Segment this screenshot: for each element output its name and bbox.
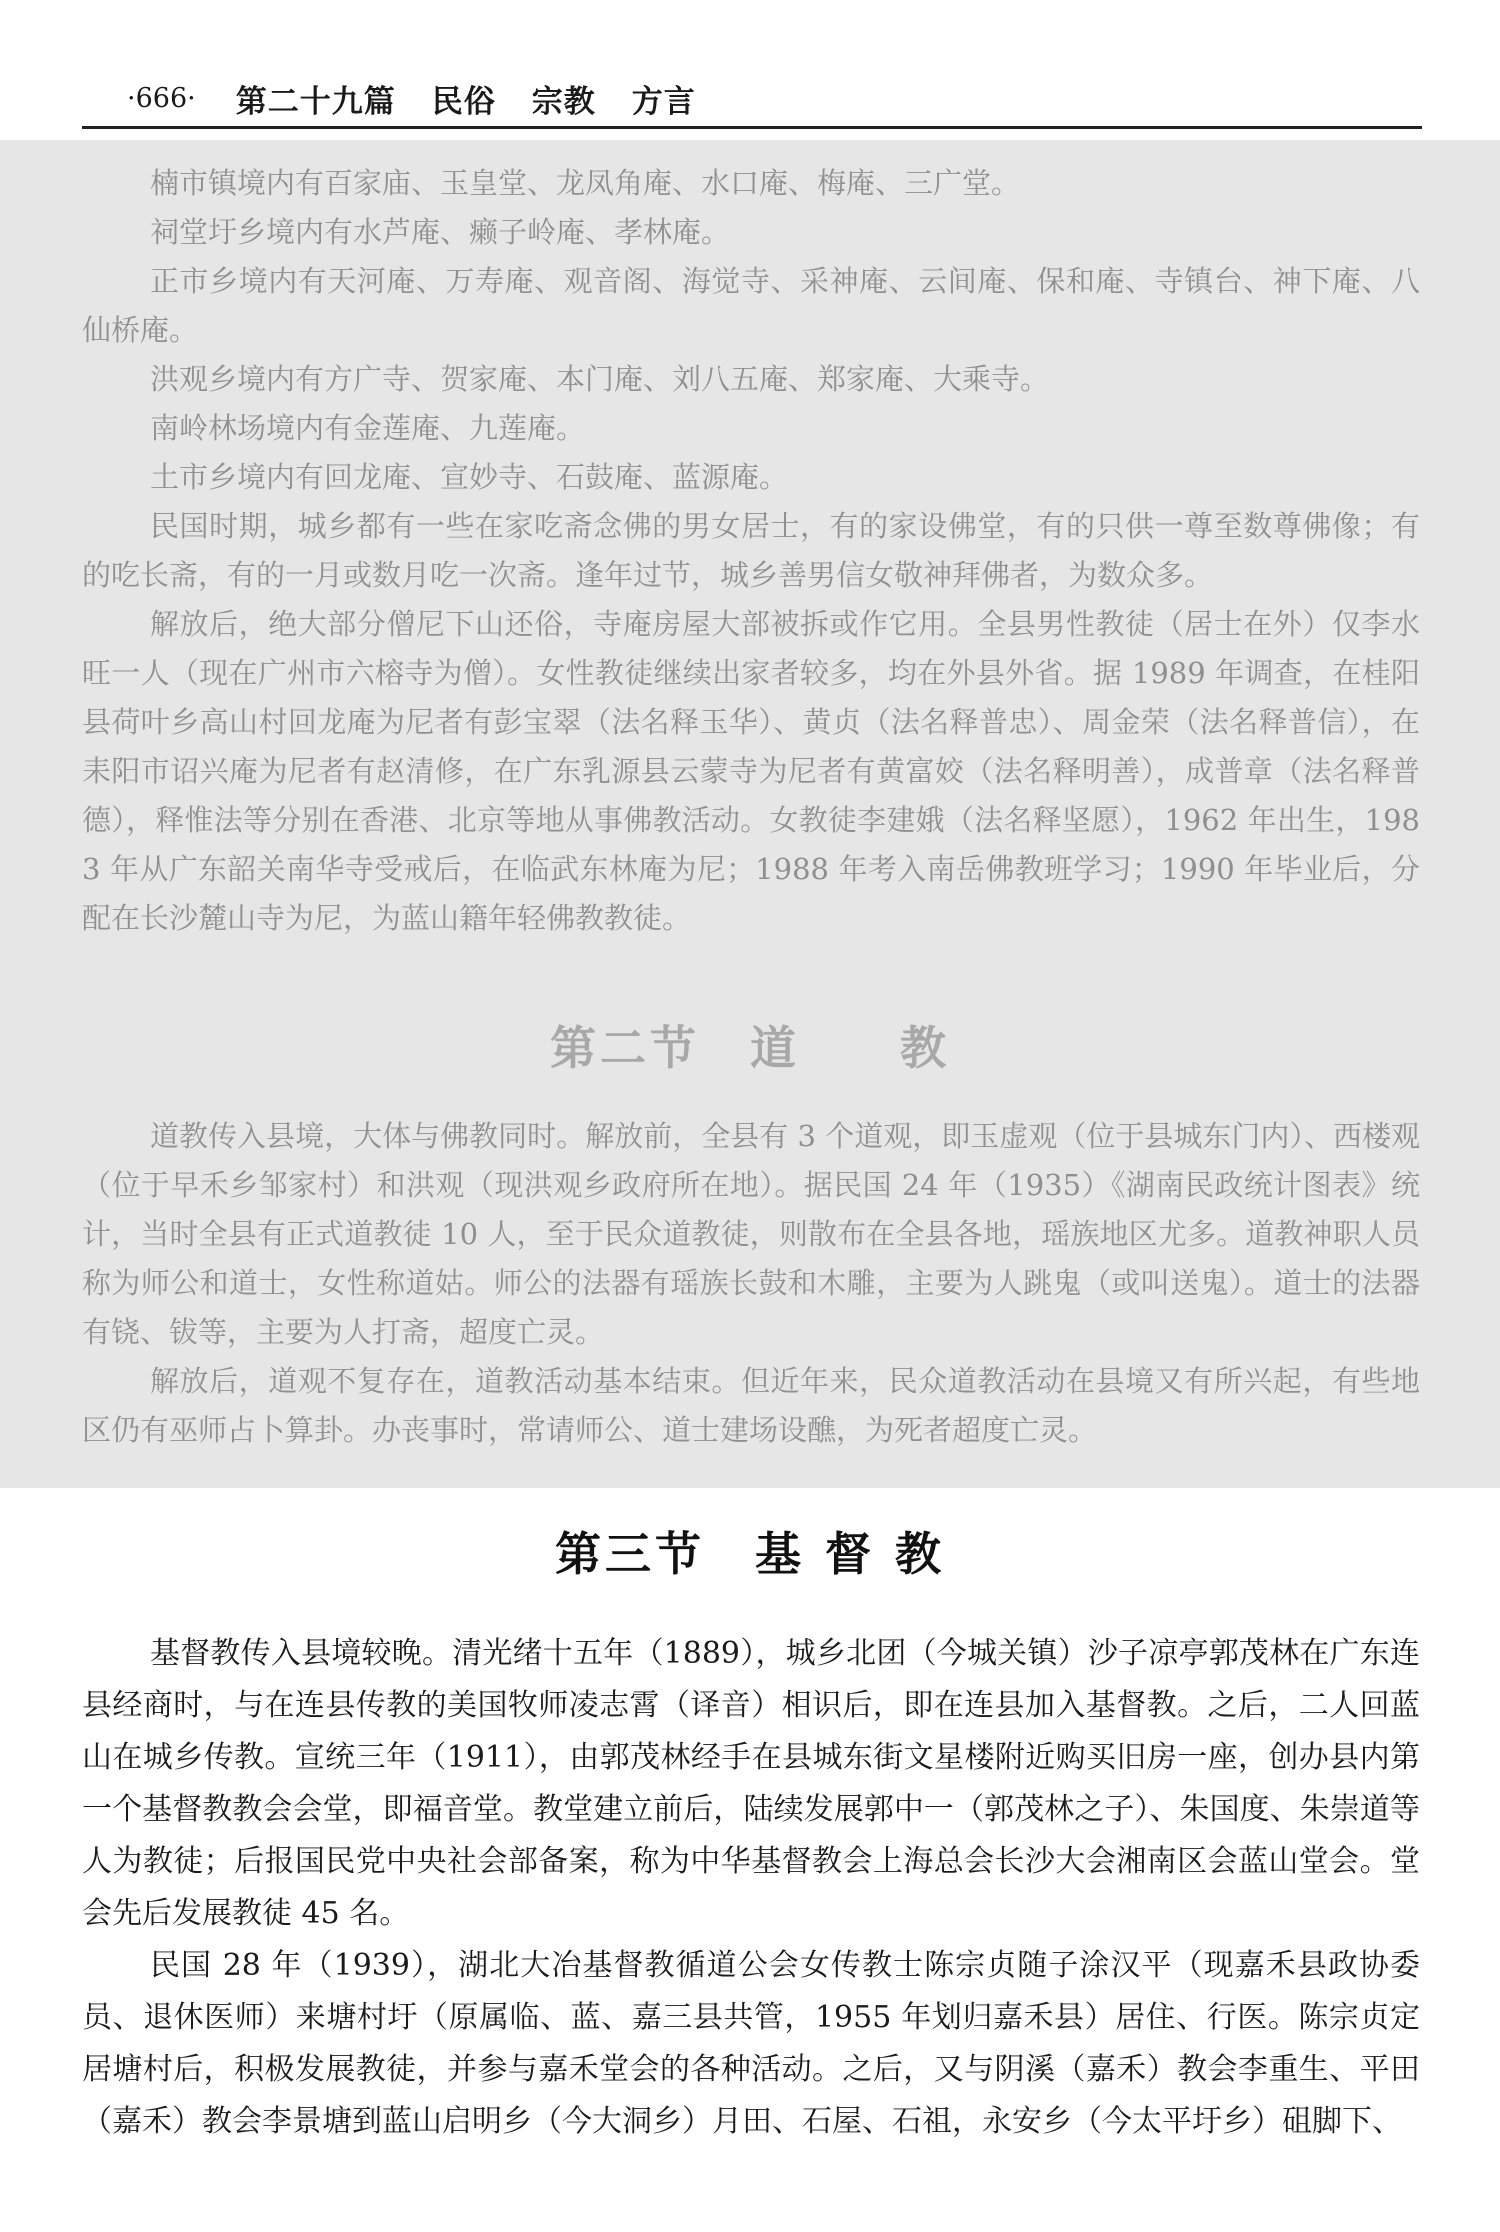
paragraph: 基督教传入县境较晚。清光绪十五年（1889），城乡北团（今城关镇）沙子凉亭郭茂林在广东连县经商时，与在连县传教的美国牧师凌志霄（译音）相识后，即在连县加入基督教。之后，二人回蓝山在城乡传教。宣统三年（1911），由郭茂林经手在县城东街文星楼附近购买旧房一座，创办县内第一个基督教教会会堂，即福音堂。教堂建立前后，陆续发展郭中一（郭茂林之子）、朱国度、朱崇道等人为教徒；后报国民党中央社会部备案，称为中华基督教会上海总会长沙大会湘南区会蓝山堂会。堂会先后发展教徒 45 名。 [82,1636,1420,1931]
paragraph: 民国时期，城乡都有一些在家吃斋念佛的男女居士，有的家设佛堂，有的只供一尊至数尊佛像；有的吃长斋，有的一月或数月吃一次斋。逢年过节，城乡善男信女敬神拜佛者，为数众多。 [82,509,1420,592]
paragraph: 道教传入县境，大体与佛教同时。解放前，全县有 3 个道观，即玉虚观（位于县城东门内）、西楼观（位于早禾乡邹家村）和洪观（现洪观乡政府所在地）。据民国 24 年（1935）《湖南民政统计图表》统计，当时全县有正式道教徒 10 人，至于民众道教徒，则散布在全县各地，瑶族地区尤多。道教神职人员称为师公和道士，女性称道姑。师公的法器有瑶族长鼓和木雕，主要为人跳鬼（或叫送鬼）。道士的法器有铙、钹等，主要为人打斋，超度亡灵。 [82,1119,1420,1349]
header-part: 第二十九篇 [235,83,396,120]
paragraph: 正市乡境内有天河庵、万寿庵、观音阁、海觉寺、采神庵、云间庵、保和庵、寺镇台、神下庵、八仙桥庵。 [82,264,1420,347]
paragraph: 洪观乡境内有方广寺、贺家庵、本门庵、刘八五庵、郑家庵、大乘寺。 [150,362,1050,396]
paragraph: 楠市镇境内有百家庙、玉皇堂、龙凤角庵、水口庵、梅庵、三广堂。 [150,166,1021,200]
page-number: ·666· [127,82,196,114]
paragraph: 民国 28 年（1939），湖北大冶基督教循道公会女传教士陈宗贞随子涂汉平（现嘉禾县政协委员、退休医师）来塘村圩（原属临、蓝、嘉三县共管，1955 年划归嘉禾县）居住、行医。陈宗贞定居塘村后，积极发展教徒，并参与嘉禾堂会的各种活动。之后，又与阴溪（嘉禾）教会李重生、平田（嘉禾）教会李景塘到蓝山启明乡（今大洞乡）月田、石屋、石祖，永安乡（今太平圩乡）砠脚下、 [82,1948,1420,2139]
header-title [236,76,732,121]
paragraph: 祠堂圩乡境内有水芦庵、癞子岭庵、孝林庵。 [150,215,731,249]
header-subject-2: 宗教 [531,83,596,120]
paragraph: 南岭林场境内有金莲庵、九莲庵。 [150,411,586,445]
running-header [82,70,1422,129]
section-3-title: 第三节 基 督 教 [554,1527,946,1581]
paragraph: 解放后，道观不复存在，道教活动基本结束。但近年来，民众道教活动在县境又有所兴起，有些地区仍有巫师占卜算卦。办丧事时，常请师公、道士建场设醮，为死者超度亡灵。 [82,1364,1420,1447]
section-2-title: 第二节 道 教 [550,1021,950,1075]
shaded-region [0,140,1500,1488]
paragraph: 土市乡境内有回龙庵、宣妙寺、石鼓庵、蓝源庵。 [150,460,789,494]
header-subject-1: 民俗 [431,83,496,120]
header-subject-3: 方言 [631,83,696,120]
paragraph: 解放后，绝大部分僧尼下山还俗，寺庵房屋大部被拆或作它用。全县男性教徒（居士在外）仅李水旺一人（现在广州市六榕寺为僧）。女性教徒继续出家者较多，均在外县外省。据 1989 年调查，在桂阳县荷叶乡高山村回龙庵为尼者有彭宝翠（法名释玉华）、黄贞（法名释普忠）、周金荣（法名释普信），在耒阳市诏兴庵为尼者有赵清修，在广东乳源县云蒙寺为尼者有黄富姣（法名释明善），成普章（法名释普德），释惟法等分别在香港、北京等地从事佛教活动。女教徒李建娥（法名释坚愿），1962 年出生，1983 年从广东韶关南华寺受戒后，在临武东林庵为尼；1988 年考入南岳佛教班学习；1990 年毕业后，分配在长沙麓山寺为尼，为蓝山籍年轻佛教教徒。 [82,607,1420,935]
